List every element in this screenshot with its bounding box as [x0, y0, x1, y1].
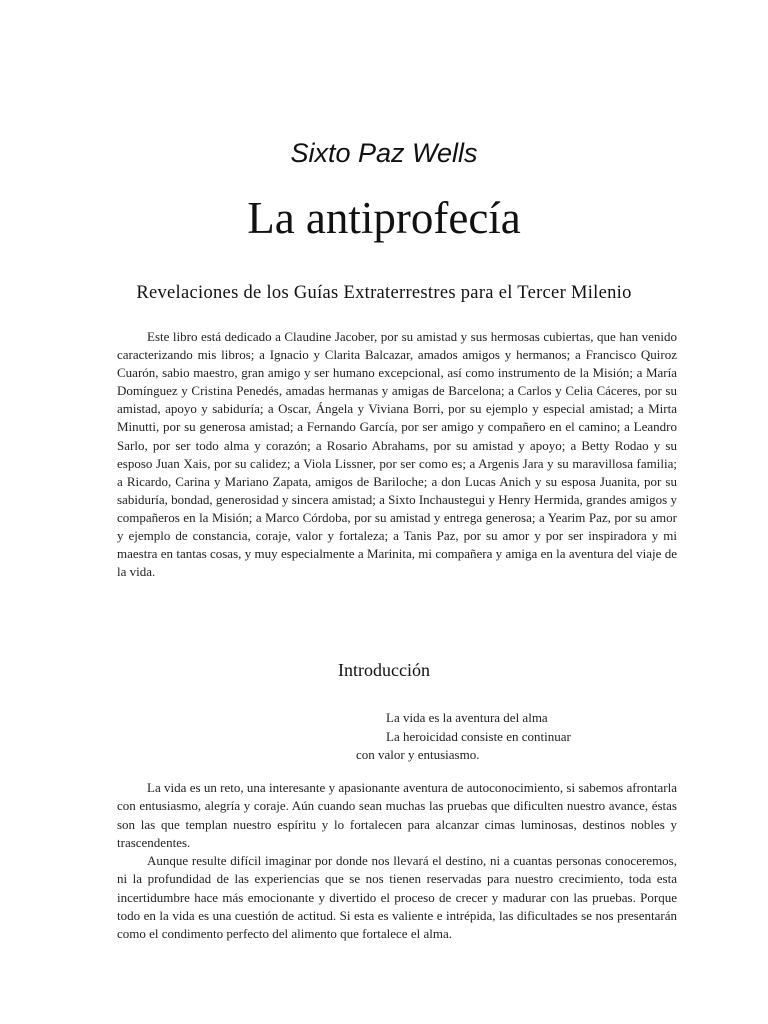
epigraph — [356, 709, 686, 765]
body-paragraph: Aunque resulte difícil imaginar por donde nos llevará el destino, ni a cuantas personas conoceremos, ni la profundidad de las experiencias que se nos tienen reservadas para nuestro crecimiento, toda esta incertidumbre hace más emocionante y divertido el proceso de crecer y madurar con las pruebas. Porque todo en la vida es una cuestión de actitud. Si esta es valiente e intrépida, las dificultades se nos presentarán como el condimento perfecto del alimento que fortalece el alma. — [117, 853, 677, 942]
book-subtitle: Revelaciones de los Guías Extraterrestres para el Tercer Milenio — [136, 283, 632, 303]
introduction-body — [117, 779, 677, 944]
section-heading-introduccion: Introducción — [338, 660, 430, 680]
author-name: Sixto Paz Wells — [290, 138, 478, 168]
dedication-paragraph: Este libro está dedicado a Claudine Jacober, por su amistad y sus hermosas cubiertas, que han venido caracterizando mis libros; a Ignacio y Clarita Balcazar, amados amigos y hermanos; a Francisco Quiroz Cuarón, sabio maestro, gran amigo y ser humano excepcional, así como instrumento de la Misión; a María Domínguez y Cristina Penedés, amadas hermanas y amigas de Barcelona; a Carlos y Celia Cáceres, por su amistad, apoyo y sabiduría; a Oscar, Ángela y Viviana Borri, por su ejemplo y especial amistad; a Mirta Minutti, por su generosa amistad; a Fernando García, por ser amigo y compañero en el camino; a Leandro Sarlo, por ser todo alma y corazón; a Rosario Abrahams, por su amistad y apoyo; a Betty Rodao y su esposo Juan Xais, por su calidez; a Viola Lissner, por ser como es; a Argenis Jara y su maravillosa familia; a Ricardo, Carina y Mariano Zapata, amigos de Bariloche; a don Lucas Anich y su esposa Juanita, por su sabiduría, bondad, generosidad y sincera amistad; a Sixto Inchaustegui y Henry Hermida, grandes amigos y compañeros en la Misión; a Marco Córdoba, por su amistad y entrega generosa; a Yearim Paz, por su amor y ejemplo de constancia, coraje, valor y fortaleza; a Tanis Paz, por su amor y por ser inspiradora y mi maestra en tantas cosas, y muy especialmente a Marinita, mi compañera y amiga en la aventura del viaje de la vida. — [117, 329, 677, 580]
body-paragraph: La vida es un reto, una interesante y apasionante aventura de autoconocimiento, si sabemos afrontarla con entusiasmo, alegría y coraje. Aún cuando sean muchas las pruebas que dificulten nuestro avance, éstas son las que templan nuestro espíritu y lo fortalecen para alcanzar cimas luminosas, destinos nobles y trascendentes. — [117, 780, 677, 850]
book-title: La antiprofecía — [247, 193, 521, 243]
epigraph-line: La vida es la aventura del alma — [386, 710, 548, 725]
epigraph-line: La heroicidad consiste en continuar — [386, 728, 571, 744]
epigraph-line: con valor y entusiasmo. — [356, 747, 480, 762]
